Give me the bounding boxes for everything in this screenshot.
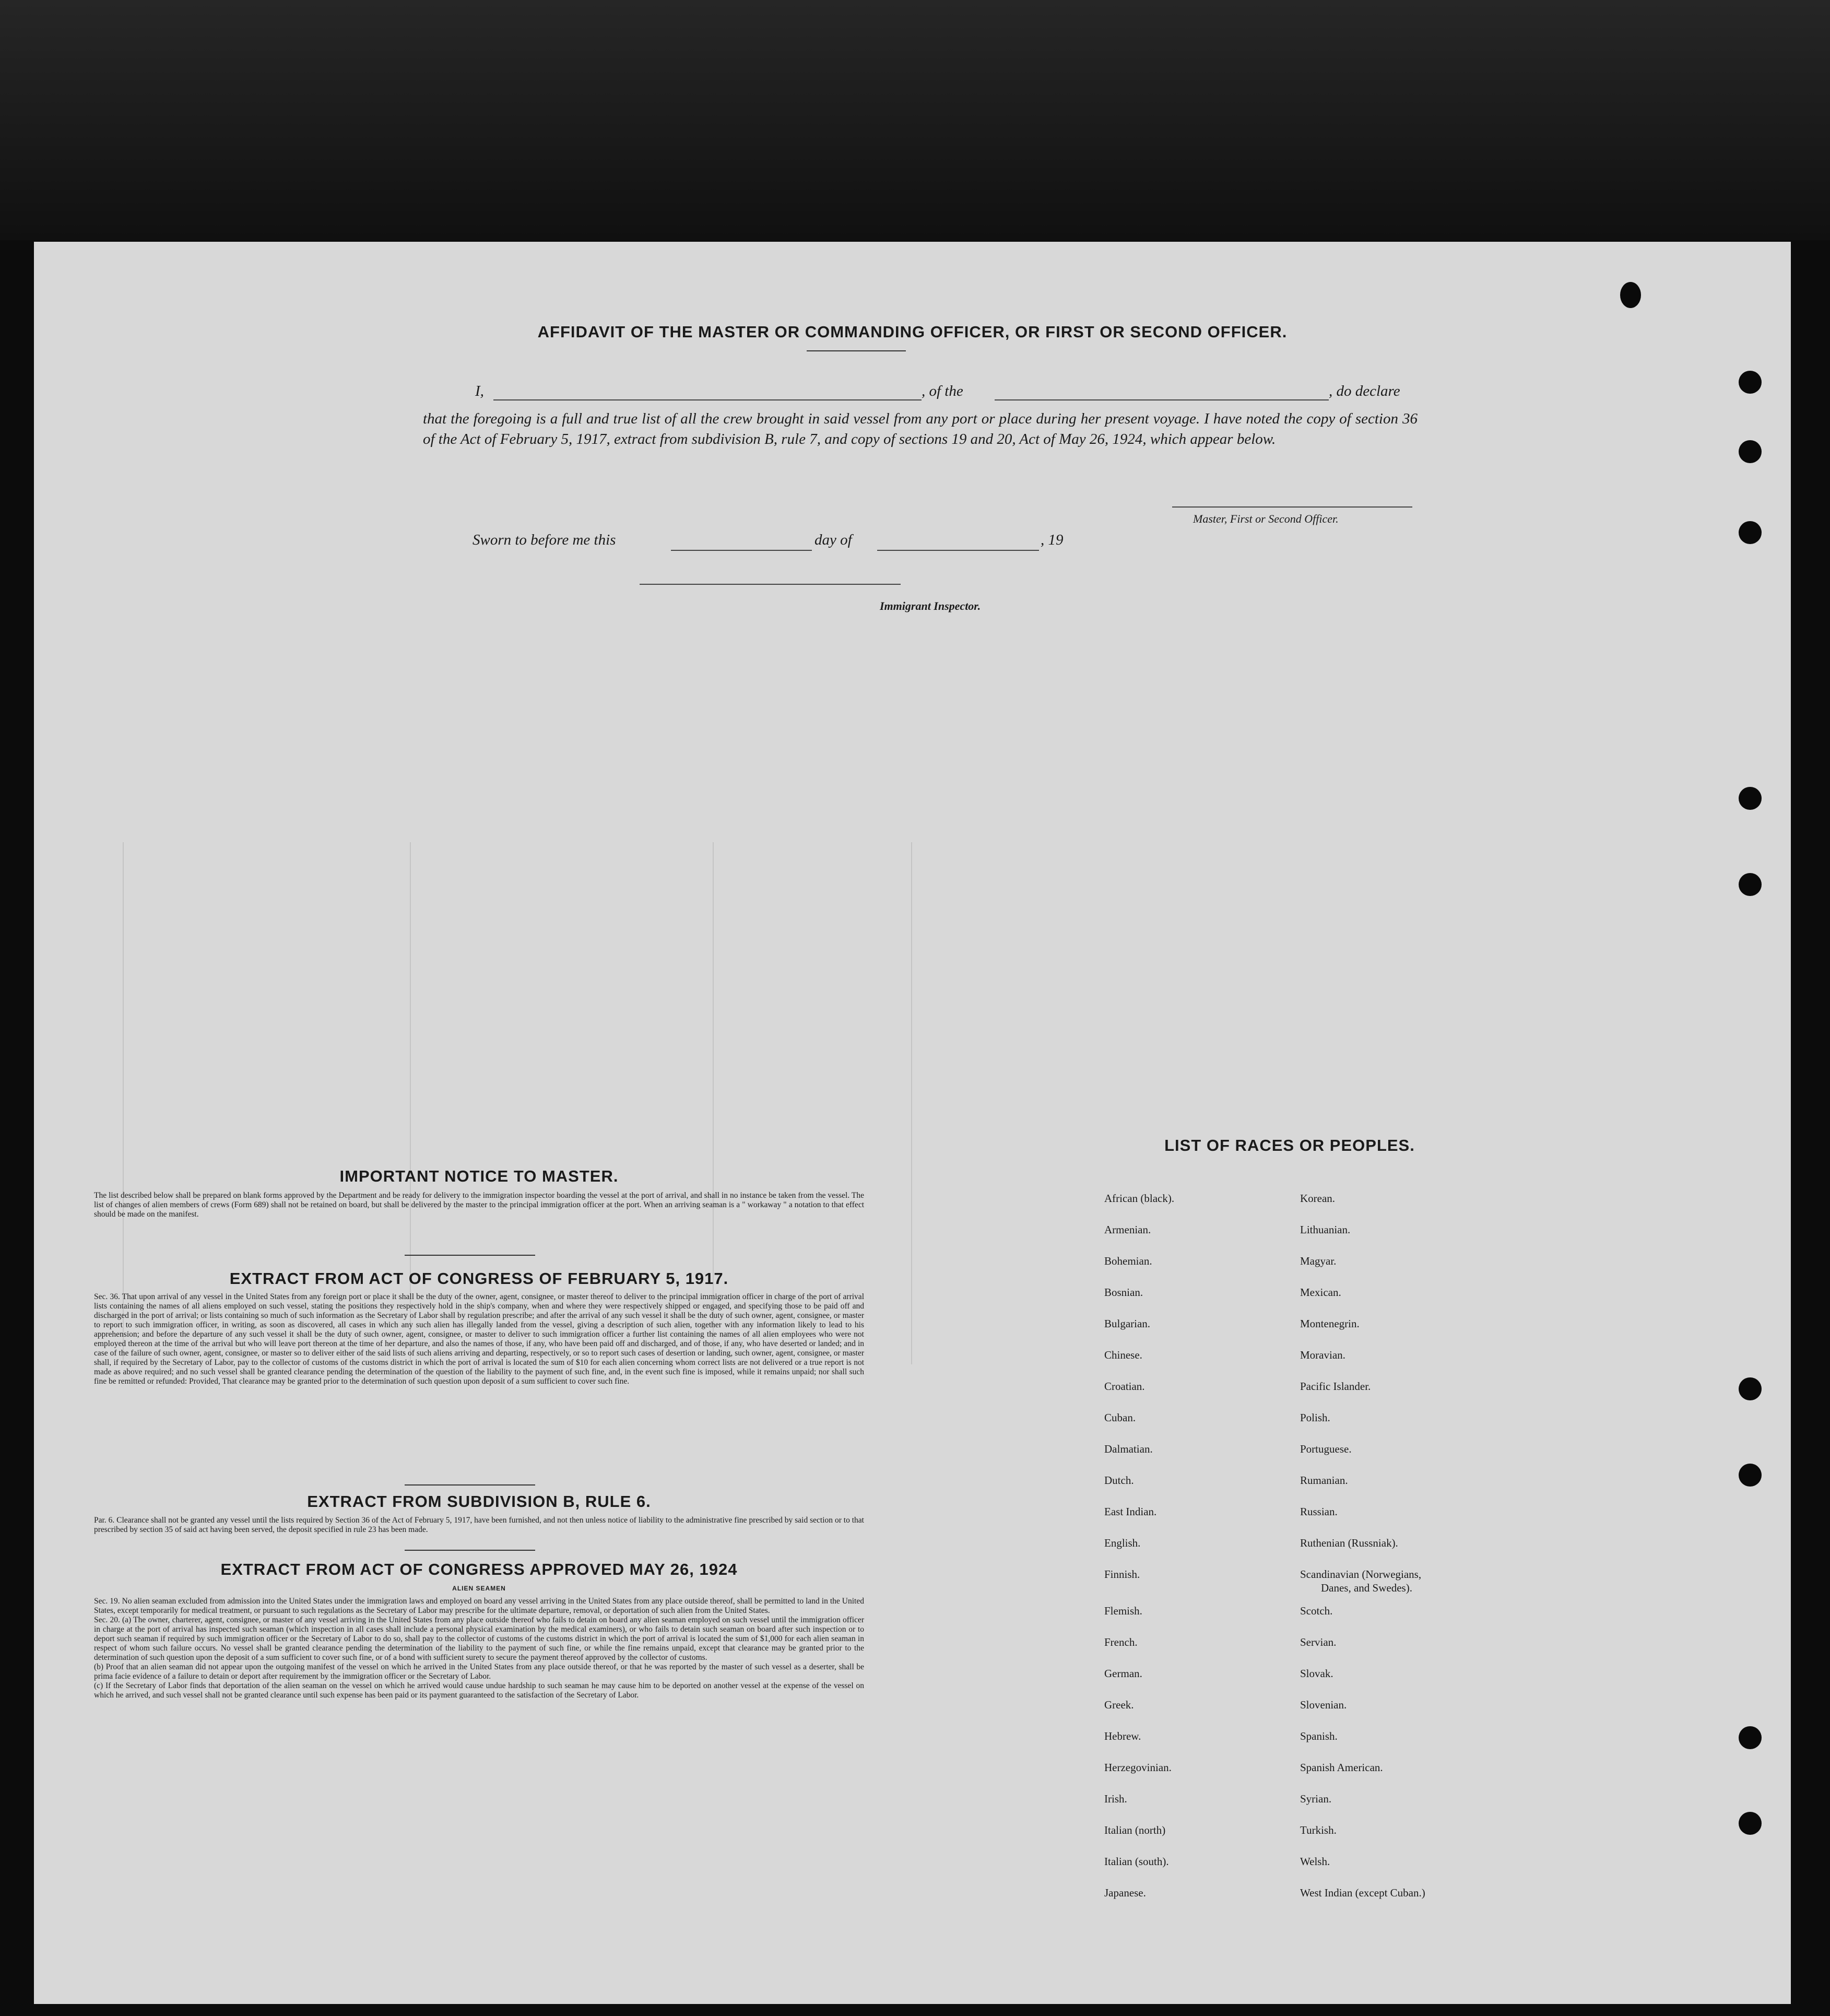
race-item: Polish.: [1300, 1411, 1330, 1424]
title-underline: [807, 350, 906, 351]
sec-20b-text: (b) Proof that an alien seaman did not appear upon the outgoing manifest of the vessel on which he arrived in the United States from any place outside thereof, or that he was reported by the master of such vessel as a deserter, shall be prima facie evidence of a failure to detain or deport after requirement by the immigration officer or the Secretary of Labor.: [94, 1663, 864, 1681]
extract-1924-body: [94, 1597, 864, 1700]
race-item-continuation: Danes, and Swedes).: [1321, 1582, 1412, 1594]
race-item: Slovak.: [1300, 1667, 1333, 1680]
section-divider: [405, 1484, 535, 1486]
extract-rule6-title: EXTRACT FROM SUBDIVISION B, RULE 6.: [307, 1492, 651, 1511]
race-item: Welsh.: [1300, 1855, 1330, 1868]
race-item: Servian.: [1300, 1636, 1337, 1648]
scanner-top-band: [0, 0, 1830, 240]
year-label: , 19: [1041, 532, 1064, 548]
race-item: Italian (south).: [1104, 1855, 1169, 1868]
section-divider: [405, 1255, 535, 1256]
sec-20a-text: Sec. 20. (a) The owner, charterer, agent, consignee, or master of any vessel arriving in the United States from any place outside thereof who fails to detain on board any alien seaman employed on such vessel until the immigration officer in charge at the port of arrival has inspected such seaman (which inspection in all cases shall include a personal physical examination by the medical examiners), or who fails to detain such seaman on board after such inspection or to deport such seaman if required by such immigration officer or the Secretary of Labor to do so, shall pay to the collector of customs of the customs district in which the port of arrival is located the sum of $1,000 for each alien seaman in respect of whom such failure occurs. No vessel shall be granted clearance pending the determination of the liability to the payment of such fine, or while the fine remains unpaid, except that clearance may be granted prior to the determination of such question upon the deposit of a sum sufficient to cover such fine, or of a bond with sufficient surety to secure the payment thereof approved by the collector of customs.: [94, 1616, 864, 1662]
binder-hole: [1739, 873, 1762, 896]
declarant-label: I,: [475, 383, 484, 399]
extract-1924-title: EXTRACT FROM ACT OF CONGRESS APPROVED MAY 26, 1924: [220, 1560, 738, 1578]
master-signature-label: Master, First or Second Officer.: [1193, 512, 1339, 525]
binder-hole: [1739, 1812, 1762, 1835]
extract-1924-subtitle: ALIEN SEAMEN: [452, 1585, 506, 1592]
race-item: Bosnian.: [1104, 1286, 1143, 1299]
race-item: French.: [1104, 1636, 1138, 1648]
race-item: Dalmatian.: [1104, 1443, 1153, 1455]
extract-1917-body: Sec. 36. That upon arrival of any vessel in the United States from any foreign port or place it shall be the duty of the owner, agent, consignee, or master thereof to deliver to the principal immigration officer in charge of the port of arrival lists containing the names of all aliens employed on such vessel, stating the positions they respectively hold in the ship's company, when and where they were respectively shipped or engaged, and specifying those to be paid off and discharged in the port of arrival; or lists containing so much of such information as the Secretary of Labor shall by regulation prescribe; and after the arrival of any such vessel it shall be the duty of such owner, agent, consignee, or master to report to such immigration officer, in writing, as soon as discovered, all cases in which any such alien has illegally landed from the vessel, giving a description of such alien, together with any information likely to lead to his apprehension; and before the departure of any such vessel it shall be the duty of such owner, agent, consignee, or master to deliver to such immigration officer a further list containing the names of all alien employees who were not employed thereon at the time of the arrival but who will leave port thereon at the time of her departure, and also the names of those, if any, who have been paid off and discharged, and of those, if any, who have deserted or landed; and in case of the failure of such owner, agent, consignee, or master so to deliver either of the said lists of such aliens arriving and departing, respectively, or so to report such cases of desertion or landing, such owner, agent, consignee, or master shall, if required by the Secretary of Labor, pay to the collector of customs of the customs district in which the port of arrival is located the sum of $10 for each alien concerning whom correct lists are not delivered or a true report is not made as above required; and no such vessel shall be granted clearance pending the determination of the question of the liability to the payment of such fine, and, in the event such fine is imposed, while it remains unpaid; nor shall such fine be remitted or refunded: Provided, That clearance may be granted prior to the determination of such question upon deposit of a sum sufficient to cover such fine.: [94, 1292, 864, 1386]
race-item: Rumanian.: [1300, 1474, 1348, 1487]
race-item: Spanish.: [1300, 1730, 1338, 1742]
of-the-label: , of the: [922, 383, 963, 399]
race-item: Ruthenian (Russniak).: [1300, 1537, 1398, 1549]
section-divider: [405, 1550, 535, 1551]
declarant-name-line[interactable]: [493, 399, 922, 400]
race-item: Italian (north): [1104, 1824, 1166, 1836]
race-item: Greek.: [1104, 1699, 1134, 1711]
race-item: Flemish.: [1104, 1605, 1142, 1617]
sec-20c-text: (c) If the Secretary of Labor finds that deportation of the alien seaman on the vessel on which he arrived would cause undue hardship to such seaman he may cause him to be deported on another vessel at the expense of the vessel on which he arrived, and such vessel shall not be granted clearance until such expense has been paid or its payment guaranteed to the satisfaction of the Secretary of Labor.: [94, 1681, 864, 1700]
race-item: German.: [1104, 1667, 1142, 1680]
inspector-label: Immigrant Inspector.: [880, 599, 981, 612]
binder-hole: [1739, 371, 1762, 394]
race-item: West Indian (except Cuban.): [1300, 1887, 1425, 1899]
race-item: Scandinavian (Norwegians,: [1300, 1568, 1422, 1581]
race-item: Lithuanian.: [1300, 1223, 1351, 1236]
race-item: Turkish.: [1300, 1824, 1337, 1836]
race-item: Finnish.: [1104, 1568, 1140, 1581]
sworn-month-line[interactable]: [877, 550, 1039, 551]
race-item: Irish.: [1104, 1793, 1127, 1805]
affidavit-title: AFFIDAVIT OF THE MASTER OR COMMANDING OFFICER, OR FIRST OR SECOND OFFICER.: [537, 323, 1288, 341]
race-item: Pacific Islander.: [1300, 1380, 1371, 1393]
sworn-label: Sworn to before me this: [473, 532, 616, 548]
notice-title: IMPORTANT NOTICE TO MASTER.: [339, 1167, 619, 1185]
binder-hole: [1739, 1464, 1762, 1487]
race-item: Korean.: [1300, 1192, 1336, 1205]
race-item: Croatian.: [1104, 1380, 1145, 1393]
binder-hole: [1739, 521, 1762, 544]
manifest-back-page: [34, 242, 1791, 2004]
vessel-name-line[interactable]: [995, 399, 1329, 400]
race-item: Scotch.: [1300, 1605, 1333, 1617]
binder-hole: [1739, 1726, 1762, 1749]
day-of-label: day of: [814, 532, 852, 548]
race-item: Chinese.: [1104, 1349, 1142, 1361]
race-item: Magyar.: [1300, 1255, 1337, 1267]
binder-hole: [1739, 1377, 1762, 1400]
race-item: Bulgarian.: [1104, 1317, 1151, 1330]
notice-body: The list described below shall be prepared on blank forms approved by the Department and be ready for delivery to the immigration inspector boarding the vessel at the port of arrival, and shall in no instance be taken from the vessel. The list of changes of alien members of crews (Form 689) shall not be retained on board, but shall be delivered by the master to the principal immigration officer at the port. When an arriving seaman is a " workaway " a notation to that effect should be made on the manifest.: [94, 1191, 864, 1219]
sec-19-text: Sec. 19. No alien seaman excluded from admission into the United States under the immigration laws and employed on board any vessel arriving in the United States from any place outside thereof, shall be permitted to land in the United States, except temporarily for medical treatment, or pursuant to such regulations as the Secretary of Labor may prescribe for the ultimate departure, removal, or deportation of such alien from the United States.: [94, 1597, 864, 1615]
race-item: Montenegrin.: [1300, 1317, 1360, 1330]
ghost-column-line: [911, 842, 912, 1364]
binder-hole: [1739, 787, 1762, 810]
race-item: Herzegovinian.: [1104, 1761, 1172, 1774]
race-item: Dutch.: [1104, 1474, 1134, 1487]
race-item: Spanish American.: [1300, 1761, 1383, 1774]
race-item: Bohemian.: [1104, 1255, 1152, 1267]
race-item: Russian.: [1300, 1505, 1338, 1518]
race-item: Japanese.: [1104, 1887, 1146, 1899]
race-item: English.: [1104, 1537, 1141, 1549]
ink-blot: [1620, 282, 1641, 308]
race-item: Armenian.: [1104, 1223, 1151, 1236]
binder-hole: [1739, 440, 1762, 463]
race-item: Mexican.: [1300, 1286, 1341, 1299]
affidavit-body: that the foregoing is a full and true list of all the crew brought in said vessel from any port or place during her present voyage. I have noted the copy of section 36 of the Act of February 5, 1917, extract from subdivision B, rule 7, and copy of sections 19 and 20, Act of May 26, 1924, which appear below.: [423, 410, 1418, 447]
race-item: Slovenian.: [1300, 1699, 1347, 1711]
races-title: LIST OF RACES OR PEOPLES.: [1164, 1136, 1415, 1154]
extract-rule6-body: Par. 6. Clearance shall not be granted any vessel until the lists required by Section 36 of the Act of February 5, 1917, have been furnished, and not then unless notice of liability to the administrative fine prescribed by said section or to that prescribed by section 35 of said act having been served, the deposit specified in rule 23 has been made.: [94, 1516, 864, 1534]
extract-1917-title: EXTRACT FROM ACT OF CONGRESS OF FEBRUARY 5, 1917.: [229, 1269, 729, 1288]
race-item: Cuban.: [1104, 1411, 1136, 1424]
inspector-signature-line[interactable]: [640, 584, 901, 585]
race-item: Portuguese.: [1300, 1443, 1352, 1455]
master-signature-line[interactable]: [1172, 506, 1412, 508]
race-item: Moravian.: [1300, 1349, 1345, 1361]
race-item: African (black).: [1104, 1192, 1175, 1205]
race-item: Syrian.: [1300, 1793, 1332, 1805]
sworn-day-line[interactable]: [671, 550, 812, 551]
do-declare-label: , do declare: [1329, 383, 1400, 399]
race-item: East Indian.: [1104, 1505, 1157, 1518]
race-item: Hebrew.: [1104, 1730, 1141, 1742]
